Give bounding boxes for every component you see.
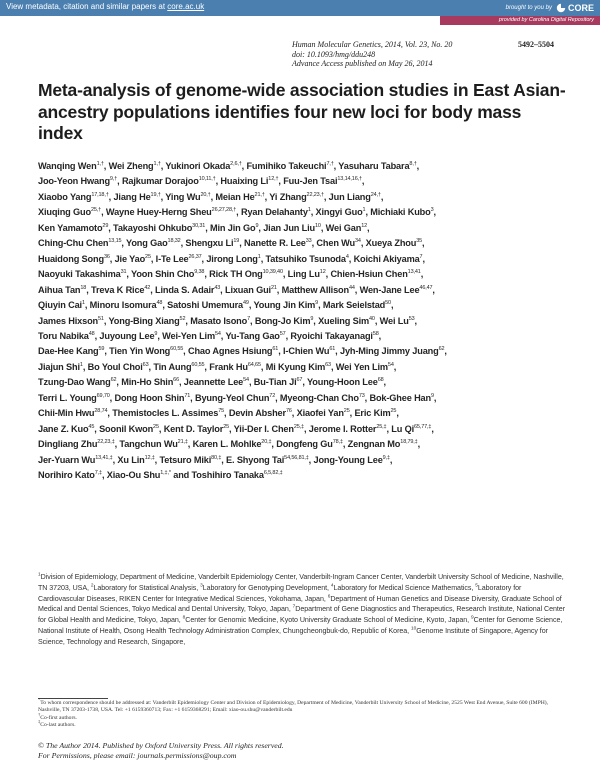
author-name: Bu-Tian Ji xyxy=(253,377,297,388)
author-affiliation-marks: 45 xyxy=(88,423,95,430)
author-line: Jane Z. Kuo$^{45}$, Soonil Kwon$^{25}$, Kent D. Taylor$^{25}$, Yii-Der I. Chen$^{25,\ddagger}$, Jerome I. Rotter$^{25,\ddagger}$, Lu $Qi^{65,77,\ddagger}$, xyxy=(38,423,434,434)
author-affiliation-marks: 3 xyxy=(430,207,434,214)
author-name: Ling Lu xyxy=(287,269,320,280)
author-affiliation-marks: 58 xyxy=(372,330,379,337)
author-name: Nanette R. Lee xyxy=(244,238,306,249)
affiliation-text: Center for Genomic Medicine, Kyoto University Graduate School of Medicine, Kyoto, Japan, xyxy=(185,616,472,625)
author-line: Wanqing Wen$^{1,\dagger}$, Wei Zheng$^{1,\dagger}$, Yukinori Okada$^{2,6,\dagger}$, Fumihiko Takeuchi$^{7,\dagger}$, Yasuharu Tabara$^{8,\dagger}$, xyxy=(38,160,420,171)
author-affiliation-marks: 22,23,‡ xyxy=(97,439,115,446)
author-affiliation-marks: 7 xyxy=(419,253,423,260)
author-affiliation-marks: 1,† xyxy=(153,160,161,167)
author-affiliation-marks: 57 xyxy=(279,330,286,337)
author-affiliation-marks: 49 xyxy=(243,300,249,307)
author-name: Myeong-Chan Cho xyxy=(279,392,359,403)
author-line: Aihua Tan$^{18}$, Treva K Rice$^{42}$, Linda S. Adair$^{43}$, Lixuan Gui$^{21}$, Matthew Allison$^{44}$, Wen-Jane Lee$^{46,47}$, xyxy=(38,284,435,295)
author-line: Jer-Yuarn $Wu^{13,41,\ddagger}$, Xu Lin$^{12,\ddagger}$, Tetsuro Miki$^{80,\ddagger}$, E. Shyong Tai$^{54,56,81,\ddagger}$, Jong-Young Lee$^{9,\ddagger}$, xyxy=(38,454,393,465)
author-affiliation-marks: 26,27,28,† xyxy=(211,207,237,214)
author-line: Qiuyin Cai$^1$, Minoru Isomura$^{48}$, Satoshi Umemura$^{49}$, Young Jin Kim$^9$, Mark Seielstad$^{50}$, xyxy=(38,300,394,311)
author-affiliation-marks: 22,23,† xyxy=(306,191,324,198)
author-name: Wei Gan xyxy=(325,222,362,233)
author-line: Toru Nabika$^{48}$, Juyoung Lee$^9$, Wei-Yen Lim$^{54}$, Yu-Tang Gao$^{57}$, Ryoichi Takayanagi$^{58}$, xyxy=(38,330,382,341)
author-affiliation-marks: 62 xyxy=(110,377,117,384)
author-affiliation-marks: 7 xyxy=(247,315,251,322)
author-name: James Hixson xyxy=(38,315,98,326)
author-name: Jirong Long xyxy=(206,253,258,264)
author-line: Ching-Chu Chen$^{13,15}$, Yong Gao$^{18,32}$, Shengxu Li$^{19}$, Nanette R. Lee$^{33}$, Chen Wu$^{34}$, Xueya Zhou$^{35}$, xyxy=(38,238,425,249)
footnotes xyxy=(38,697,568,730)
author-name: Min Jin Go xyxy=(210,222,256,233)
author-line: Naoyuki Takashima$^{31}$, Yoon Shin Cho$^{9,38}$, Rick TH Ong$^{10,39,40}$, Ling Lu$^{12}$, Chien-Hsiun Chen$^{13,41}$, xyxy=(38,269,424,280)
author-affiliation-marks: 18 xyxy=(80,284,87,291)
author-name: Ying Wu xyxy=(165,191,201,202)
author-affiliation-marks: 73 xyxy=(358,392,365,399)
author-name: Xingyi Guo xyxy=(315,207,363,218)
author-conjunction: and xyxy=(170,470,192,481)
author-affiliation-marks: 10 xyxy=(315,222,321,229)
author-affiliation-marks: 7,‡ xyxy=(94,470,102,476)
author-affiliation-marks: 60,55 xyxy=(170,346,184,353)
author-name: Shengxu Li xyxy=(185,238,234,249)
author-affiliation-marks: 2,6,† xyxy=(230,160,242,167)
author-affiliation-marks: 10,39,40 xyxy=(262,269,283,276)
author-affiliation-marks: 63 xyxy=(325,361,331,368)
affiliation-text: Department of Gene Diagnostics and Therapeutics, Research Institute, National Center for Global Health and Medicine, Tokyo, Japan, xyxy=(38,605,566,625)
journal-advance-access: Advance Access published on May 26, 2014 xyxy=(292,59,433,69)
author-affiliation-marks: 9,38 xyxy=(194,269,205,276)
author-name: Jiang He xyxy=(113,191,151,202)
journal-pages: 5492–5504 xyxy=(518,40,554,49)
author-affiliation-marks: 1 xyxy=(81,300,85,307)
author-name: Jeannette Lee xyxy=(183,377,244,388)
author-name: Xiuqing Guo xyxy=(38,207,91,218)
co-first-mark: † xyxy=(38,711,41,717)
core-metadata-link[interactable] xyxy=(6,2,204,11)
author-line: Dae-Hee Kang$^{59}$, Tien Yin Wong$^{60,55}$, Chao Agnes Hsiung$^{61}$, I-Chien Wu$^{61}$, Jyh-Ming Jimmy Juang$^{62}$, xyxy=(38,346,447,357)
author-name: Yoon Shin Cho xyxy=(131,269,195,280)
author-affiliation-marks: 1,† xyxy=(96,160,104,167)
author-name: Ken Yamamoto xyxy=(38,222,103,233)
journal-line xyxy=(292,40,554,50)
copyright-line: © The Author 2014. Published by Oxford University Press. All rights reserved. xyxy=(38,741,284,750)
author-name: Jun Liang xyxy=(328,191,371,202)
copyright xyxy=(38,741,568,760)
author-name: Toru Nabika xyxy=(38,330,89,341)
author-affiliation-marks: 9 xyxy=(255,222,259,229)
journal-citation: Human Molecular Genetics, 2014, Vol. 23, No. 20 xyxy=(292,40,453,49)
core-logo-text: CORE xyxy=(567,3,594,13)
author-affiliation-marks: 34 xyxy=(355,238,361,245)
author-affiliation-marks: 25,† xyxy=(90,207,102,214)
author-name: Wei Zheng xyxy=(108,161,154,171)
core-logo[interactable] xyxy=(556,3,594,13)
affiliation-text: Laboratory for Genotyping Development, xyxy=(202,583,331,592)
author-affiliation-marks: 4 xyxy=(345,253,349,260)
author-affiliation-marks: 21 xyxy=(270,284,277,291)
author-name: Mi Kyung Kim xyxy=(265,361,326,372)
author-name: Tetsuro Miki xyxy=(159,454,212,465)
author-name: Aihua Tan xyxy=(38,284,81,295)
author-name: Jian Jun Liu xyxy=(263,222,316,233)
brought-by-label: brought to you by xyxy=(505,5,552,11)
author-name: Jer-Yuarn Wu xyxy=(38,454,96,465)
author-name: Yong Gao xyxy=(126,238,168,249)
author-line: Norihiro Kato$^{7,\ddagger}$, Xiao-Ou Shu$^{1,\ddagger,*}$ and Toshihiro Tanaka$^{6,5,82,\ddagger}$ xyxy=(38,470,283,481)
author-affiliation-marks: 20,‡ xyxy=(261,439,272,446)
author-name: Dingliang Zhu xyxy=(38,439,98,450)
affiliation-number: 8 xyxy=(182,615,186,621)
author-affiliation-marks: 43 xyxy=(214,284,221,291)
provided-by-label[interactable]: provided by Carolina Digital Repository xyxy=(498,17,594,23)
author-affiliation-marks: 9,‡ xyxy=(382,454,390,461)
author-affiliation-marks: 25 xyxy=(145,253,151,260)
author-affiliation-marks: 19,† xyxy=(150,191,161,198)
affiliation-number: 5 xyxy=(475,583,478,589)
author-name: Jie Yao xyxy=(114,253,146,264)
author-affiliation-marks: 19 xyxy=(233,238,240,245)
author-affiliation-marks: 67 xyxy=(296,377,303,384)
author-name: Karen L. Mohlke xyxy=(192,439,262,450)
author-affiliation-marks: 64,65 xyxy=(247,361,261,368)
author-affiliation-marks: 59 xyxy=(98,346,105,353)
author-name: Chien-Hsiun Chen xyxy=(330,269,408,280)
author-name: Xu Lin xyxy=(117,454,145,465)
author-affiliation-marks: 1 xyxy=(79,361,83,368)
affiliation-number: 3 xyxy=(200,583,203,589)
author-affiliation-marks: 1 xyxy=(307,207,311,214)
author-line: Xiaobo Yang$^{17,18,\dagger}$, Jiang $He^{19,\dagger}$, Ying $Wu^{20,\dagger}$, Meian $He^{21,\dagger}$, Yi Zhang$^{22,23,\dagger}$, Jun Liang$^{24,\dagger}$, xyxy=(38,191,384,202)
author-name: Jiajun Shi xyxy=(38,361,80,372)
author-name: Tzung-Dao Wang xyxy=(38,377,111,388)
author-name: Yasuharu Tabara xyxy=(338,161,410,171)
author-name: Ryan Delahanty xyxy=(240,207,308,218)
author-name: Xueling Sim xyxy=(318,315,370,326)
co-first-note xyxy=(38,711,568,725)
author-name: Soonil Kwon xyxy=(99,423,154,434)
author-affiliation-marks: 21,† xyxy=(254,191,265,198)
author-name: Mark Seielstad xyxy=(322,300,386,311)
author-affiliation-marks: 69,70 xyxy=(96,392,110,399)
author-name: Byung-Yeol Chun xyxy=(194,392,270,403)
author-affiliation-marks: 25 xyxy=(153,423,159,430)
author-line: Tzung-Dao Wang$^{62}$, Min-Ho Shin$^{66}$, Jeannette Lee$^{54}$, Bu-Tian Ji$^{67}$, Young-Hoon Lee$^{68}$, xyxy=(38,377,386,388)
author-affiliation-marks: 61 xyxy=(272,346,279,353)
author-name: Michiaki Kubo xyxy=(370,207,431,218)
author-name: Dongfeng Gu xyxy=(276,439,333,450)
author-name: Satoshi Umemura xyxy=(167,300,243,311)
author-name: Xiaobo Yang xyxy=(38,191,92,202)
author-affiliation-marks: 40 xyxy=(369,315,375,322)
author-affiliation-marks: 52 xyxy=(179,315,186,322)
author-affiliation-marks: 71 xyxy=(184,392,191,399)
author-name: Young Jin Kim xyxy=(253,300,316,311)
author-line: Xiuqing Guo$^{25,\dagger}$, Wayne Huey-Herng Sheu$^{26,27,28,\dagger}$, Ryan Delahanty$^1$, Xingyi Guo$^1$, Michiaki Kubo$^3$, xyxy=(38,207,436,218)
affiliation-text: Laboratory for Medical Science Mathematics, xyxy=(333,583,476,592)
author-affiliation-marks: 13,15 xyxy=(108,238,122,245)
author-affiliation-marks: 6,5,82,‡ xyxy=(263,470,283,476)
author-name: Jong-Young Lee xyxy=(313,454,383,465)
author-affiliation-marks: 28,74 xyxy=(94,408,108,415)
affiliation-text: Division of Epidemiology, Department of Medicine, Vanderbilt Epidemiology Center, Vanderbilt-Ingram Cancer Center, Vanderbilt University School of Medicine, Nashville, TN 37203, USA, xyxy=(38,573,564,592)
author-affiliation-marks: 9 xyxy=(154,330,158,337)
affiliations xyxy=(38,572,568,648)
author-name: Juyoung Lee xyxy=(99,330,155,341)
author-affiliation-marks: 66 xyxy=(173,377,179,384)
author-name: Chii-Min Hwu xyxy=(38,408,95,419)
co-last-mark: ‡ xyxy=(38,719,41,725)
correspondence-text: To whom correspondence should be addressed at: Vanderbilt Epidemiology Center and Division of Epidemiology, Department of Medicine, Vanderbilt University School of Medicine, 2525 West End Avenue, Suite 600 (IMPH), Nashville, TN 37203-1738, USA. Tel: +1 6159360713; Fax: +1 6159368291; Email: xiao-ou.shu@vanderbilt.edu xyxy=(38,700,549,714)
author-name: Tangchun Wu xyxy=(119,439,178,450)
author-name: Wen-Jane Lee xyxy=(359,284,420,295)
author-affiliation-marks: 48 xyxy=(88,330,95,337)
author-affiliation-marks: 24,† xyxy=(370,191,381,198)
author-affiliation-marks: 10,11,† xyxy=(198,176,216,183)
author-affiliation-marks: 50 xyxy=(385,300,391,307)
author-name: Linda S. Adair xyxy=(155,284,215,295)
author-name: Wei Yen Lim xyxy=(335,361,388,372)
author-name: Young-Hoon Lee xyxy=(306,377,378,388)
author-affiliation-marks: 75 xyxy=(218,408,225,415)
author-name: Ching-Chu Chen xyxy=(38,238,109,249)
author-name: Bok-Ghee Han xyxy=(369,392,431,403)
author-name: Norihiro Kato xyxy=(38,470,95,481)
author-affiliation-marks: 42 xyxy=(144,284,151,291)
author-name: Min-Ho Shin xyxy=(121,377,174,388)
co-last-note xyxy=(38,719,568,729)
author-affiliation-marks: 26,37 xyxy=(188,253,202,260)
affiliation-text: Genome Institute of Singapore, Agency for Science, Technology and Research, Singapore, xyxy=(38,626,548,646)
author-affiliation-marks: 17,18,† xyxy=(91,191,109,198)
author-name: Devin Absher xyxy=(228,408,286,419)
author-affiliation-marks: 1,‡,* xyxy=(160,470,171,476)
paper-title: Meta-analysis of genome-wide association studies in East Asian-ancestry populations identifies four new loci for body mass index xyxy=(38,80,566,143)
author-line: Chii-Min Hwu$^{28,74}$, Themistocles L. Assimes$^{75}$, Devin Absher$^{76}$, Xiaofei Yan$^{25}$, Eric Kim$^{25}$, xyxy=(38,408,399,419)
author-affiliation-marks: 46,47 xyxy=(419,284,433,291)
correspondence-note xyxy=(38,697,568,715)
author-name: Xueya Zhou xyxy=(365,238,417,249)
author-name: E. Shyong Tai xyxy=(226,454,285,465)
author-affiliation-marks: 35 xyxy=(416,238,423,245)
co-last-text: Co-last authors. xyxy=(40,722,76,729)
author-name: Ryoichi Takayanagi xyxy=(290,330,373,341)
correspondence-mark: * xyxy=(38,697,41,703)
author-line: Jiajun Shi$^1$, Bo Youl Choi$^{63}$, Tin Aung$^{60,55}$, Frank Hu$^{64,65}$, Mi Kyung Kim$^{63}$, Wei Yen Lim$^{54}$, xyxy=(38,361,397,372)
author-line: Joo-Yeon Hwang$^{9,\dagger}$, Rajkumar Dorajoo$^{10,11,\dagger}$, Huaixing $Li^{12,\dagger}$, Fuu-Jen Tsai$^{13,14,16,\dagger}$, xyxy=(38,176,365,187)
author-line: James Hixson$^{51}$, Yong-Bing Xiang$^{52}$, Masato Isono$^7$, Bong-Jo Kim$^9$, Xueling Sim$^{40}$, Wei Lu$^{53}$, xyxy=(38,315,417,326)
author-affiliation-marks: 25 xyxy=(223,423,230,430)
author-affiliation-marks: 53 xyxy=(408,315,415,322)
author-affiliation-marks: 62 xyxy=(438,346,445,353)
journal-info xyxy=(292,40,554,69)
author-name: Yi Zhang xyxy=(269,191,307,202)
core-link-text: View metadata, citation and similar papers at xyxy=(6,2,168,11)
author-name: Matthew Allison xyxy=(281,284,349,295)
author-name: Wei-Yen Lim xyxy=(162,330,215,341)
core-branding xyxy=(506,0,594,16)
author-name: I-Chien Wu xyxy=(283,346,330,357)
author-name: Dong Hoon Shin xyxy=(114,392,185,403)
affiliation-number: 7 xyxy=(292,605,296,611)
author-affiliation-marks: 12,† xyxy=(268,176,279,183)
author-affiliation-marks: 30,31 xyxy=(192,222,206,229)
author-name: Jyh-Ming Jimmy Juang xyxy=(339,346,439,357)
author-name: Terri L. Young xyxy=(38,392,97,403)
author-line: Ken Yamamoto$^{29}$, Takayoshi Ohkubo$^{30,31}$, Min Jin Go$^9$, Jian Jun Liu$^{10}$, Wei Gan$^{12}$, xyxy=(38,222,370,233)
author-affiliation-marks: 63 xyxy=(142,361,149,368)
author-affiliation-marks: 8,† xyxy=(409,160,417,167)
author-affiliation-marks: 18,32 xyxy=(167,238,181,245)
author-affiliation-marks: 21,‡ xyxy=(177,439,188,446)
affiliation-text: Laboratory for Cardiovascular Diseases, RIKEN Center for Integrative Medical Sciences, Yokohama, Japan, xyxy=(38,583,522,603)
author-affiliation-marks: 13,14,16,† xyxy=(337,176,362,183)
author-name: Eric Kim xyxy=(354,408,391,419)
author-affiliation-marks: 9 xyxy=(430,392,434,399)
author-affiliation-marks: 12 xyxy=(319,269,326,276)
author-name: Xiaofei Yan xyxy=(296,408,344,419)
author-affiliation-marks: 13,41,‡ xyxy=(95,454,113,461)
author-name: Tatsuhiko Tsunoda xyxy=(265,253,346,264)
author-name: Chao Agnes Hsiung xyxy=(187,346,273,357)
author-affiliation-marks: 51 xyxy=(98,315,104,322)
author-affiliation-marks: 9 xyxy=(315,300,319,307)
author-affiliation-marks: 61 xyxy=(329,346,336,353)
affiliation-text: Department of Human Genetics and Disease Diversity, Graduate School of Medical and Dental Sciences, Tokyo Medical and Dental University, Tokyo, Japan, xyxy=(38,594,562,614)
affiliation-number: 6 xyxy=(327,594,331,600)
author-affiliation-marks: 33 xyxy=(305,238,312,245)
author-name: Lixuan Gui xyxy=(224,284,271,295)
author-affiliation-marks: 29 xyxy=(102,222,109,229)
author-name: Huaixing Li xyxy=(220,176,269,187)
author-name: Chen Wu xyxy=(316,238,355,249)
author-affiliation-marks: 25,‡ xyxy=(376,423,387,430)
core-link-domain[interactable]: core.ac.uk xyxy=(167,2,205,11)
author-name: Jerome I. Rotter xyxy=(308,423,377,434)
author-name: Yukinori Okada xyxy=(165,161,231,171)
author-name: Lu Qi xyxy=(391,423,414,434)
author-name: Bo Youl Choi xyxy=(87,361,143,372)
journal-doi: doi: 10.1093/hmg/ddu248 xyxy=(292,49,376,59)
author-name: Koichi Akiyama xyxy=(353,253,420,264)
author-affiliation-marks: 44 xyxy=(348,284,355,291)
author-name: Minoru Isomura xyxy=(89,300,157,311)
author-affiliation-marks: 25 xyxy=(343,408,350,415)
permissions-line: For Permissions, please email: journals.permissions@oup.com xyxy=(38,750,237,760)
affiliation-number: 9 xyxy=(471,615,474,621)
core-header-bar xyxy=(0,0,600,16)
author-name: Yong-Bing Xiang xyxy=(108,315,180,326)
author-name: Naoyuki Takashima xyxy=(38,269,121,280)
author-name: Dae-Hee Kang xyxy=(38,346,99,357)
author-name: Rajkumar Dorajoo xyxy=(121,176,199,187)
author-name: Treva K Rice xyxy=(91,284,145,295)
author-affiliation-marks: 54 xyxy=(387,361,394,368)
author-name: Tin Aung xyxy=(153,361,192,372)
author-name: Takayoshi Ohkubo xyxy=(113,222,193,233)
provider-bar xyxy=(440,16,600,25)
author-name: Jane Z. Kuo xyxy=(38,423,89,434)
author-name: Masato Isono xyxy=(190,315,248,326)
author-affiliation-marks: 72 xyxy=(269,392,276,399)
affiliation-text: Center for Genome Science, National Institute of Health, Osong Health Technology Administration Complex, Chungcheongbuk-do, Republic of Korea, xyxy=(38,616,563,635)
author-line: Huaidong Song$^{36}$, Jie Yao$^{25}$, I-Te Lee$^{26,37}$, Jirong Long$^1$, Tatsuhiko Tsunoda$^4$, Koichi Akiyama$^7$, xyxy=(38,253,425,264)
author-name: Fumihiko Takeuchi xyxy=(246,161,327,171)
author-affiliation-marks: 54,56,81,‡ xyxy=(284,454,309,461)
author-name: Wanqing Wen xyxy=(38,161,97,171)
author-affiliation-marks: 54 xyxy=(243,377,249,384)
author-affiliation-marks: 12,‡ xyxy=(144,454,155,461)
author-name: Tien Yin Wong xyxy=(109,346,171,357)
author-line: Dingliang Zhu$^{22,23,\ddagger}$, Tangchun $Wu^{21,\ddagger}$, Karen L. Mohlke$^{20,\ddagger}$, Dongfeng $Gu^{78,\ddagger}$, Zengnan $Mo^{18,79,\ddagger}$, xyxy=(38,439,420,450)
author-affiliation-marks: 18,79,‡ xyxy=(400,439,418,446)
author-affiliation-marks: 25 xyxy=(390,408,397,415)
author-affiliation-marks: 1 xyxy=(257,253,261,260)
author-affiliation-marks: 1 xyxy=(362,207,366,214)
author-affiliation-marks: 48 xyxy=(156,300,163,307)
affiliation-text: Laboratory for Statistical Analysis, xyxy=(93,583,201,592)
author-name: Bong-Jo Kim xyxy=(254,315,311,326)
affiliation-number: 1 xyxy=(38,572,41,578)
author-name: Frank Hu xyxy=(209,361,248,372)
author-name: I-Te Lee xyxy=(155,253,189,264)
core-logo-icon xyxy=(556,3,566,13)
author-name: Huaidong Song xyxy=(38,253,104,264)
author-line: Terri L. Young$^{69,70}$, Dong Hoon Shin$^{71}$, Byung-Yeol Chun$^{72}$, Myeong-Chan Cho$^{73}$, Bok-Ghee Han$^9$, xyxy=(38,392,437,403)
author-name: Qiuyin Cai xyxy=(38,300,82,311)
author-list xyxy=(38,159,568,484)
author-name: Fuu-Jen Tsai xyxy=(283,176,338,187)
author-affiliation-marks: 13,41 xyxy=(407,269,421,276)
author-affiliation-marks: 9 xyxy=(310,315,314,322)
affiliation-number: 4 xyxy=(330,583,334,589)
author-affiliation-marks: 25,‡ xyxy=(293,423,304,430)
author-name: Meian He xyxy=(215,191,255,202)
author-affiliation-marks: 36 xyxy=(103,253,110,260)
author-name: Xiao-Ou Shu xyxy=(106,470,161,481)
author-affiliation-marks: 60,55 xyxy=(191,361,205,368)
footnote-rule xyxy=(38,698,108,699)
author-name: Rick TH Ong xyxy=(209,269,263,280)
author-name: Toshihiro Tanaka xyxy=(191,470,264,481)
author-affiliation-marks: 31 xyxy=(120,269,127,276)
author-name: Themistocles L. Assimes xyxy=(112,408,219,419)
co-first-text: Co-first authors. xyxy=(40,714,77,721)
affiliation-number: 2 xyxy=(90,583,94,589)
author-name: Joo-Yeon Hwang xyxy=(38,176,110,187)
author-name: Wayne Huey-Herng Sheu xyxy=(105,207,212,218)
author-name: Zengnan Mo xyxy=(347,439,401,450)
author-affiliation-marks: 7,† xyxy=(326,160,334,167)
author-affiliation-marks: 76 xyxy=(285,408,292,415)
author-name: Kent D. Taylor xyxy=(163,423,224,434)
author-affiliation-marks: 68 xyxy=(377,377,384,384)
author-affiliation-marks: 9,† xyxy=(109,176,118,183)
author-name: Wei Lu xyxy=(379,315,409,326)
author-affiliation-marks: 54 xyxy=(214,330,221,337)
author-name: Yu-Tang Gao xyxy=(225,330,280,341)
author-affiliation-marks: 78,‡ xyxy=(332,439,343,446)
affiliation-number: 10 xyxy=(411,626,417,632)
author-affiliation-marks: 65,77,‡ xyxy=(414,423,432,430)
author-affiliation-marks: 80,‡ xyxy=(211,454,222,461)
author-affiliation-marks: 12 xyxy=(361,222,368,229)
author-affiliation-marks: 20,† xyxy=(200,191,211,198)
author-name: Yii-Der I. Chen xyxy=(233,423,294,434)
